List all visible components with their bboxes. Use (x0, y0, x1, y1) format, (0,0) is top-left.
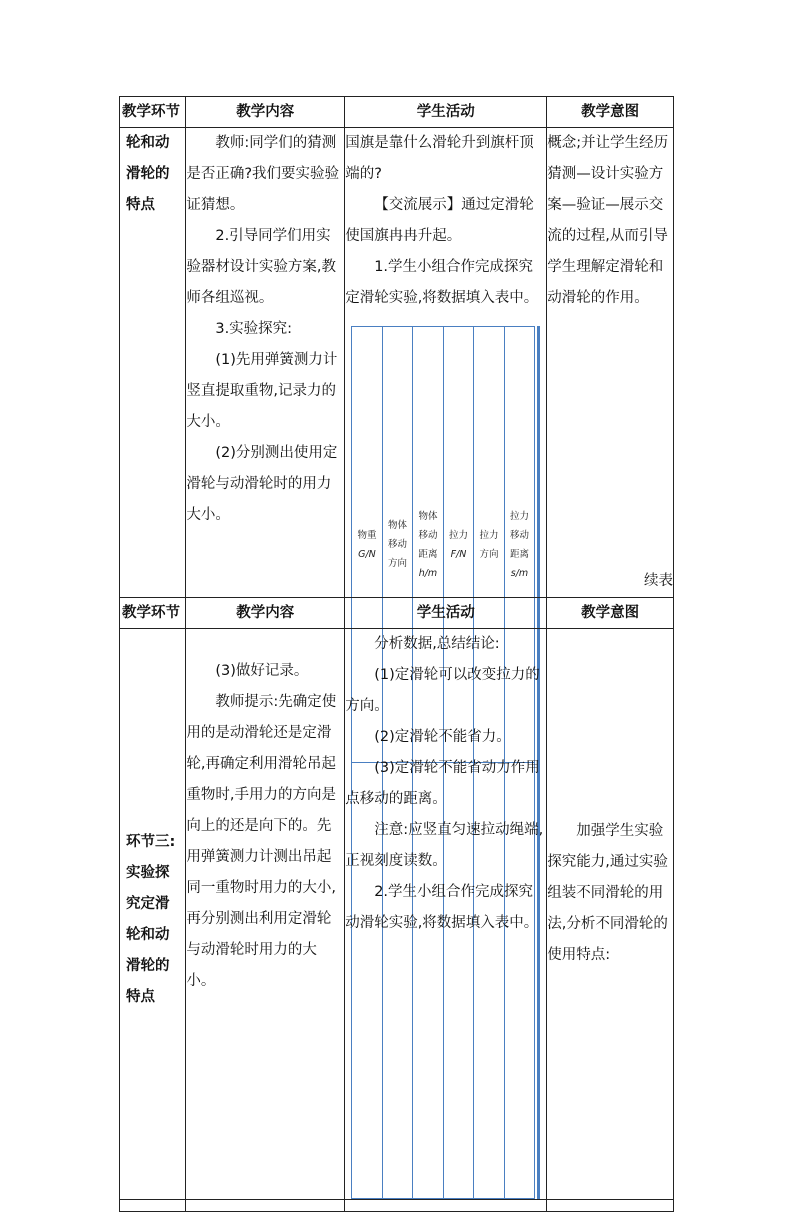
data-col-line: 物体 (418, 510, 438, 522)
section-line: 滑轮的 (126, 958, 170, 974)
continued-label: 续表 (644, 573, 673, 589)
header-intent: 教学意图 (547, 97, 674, 128)
data-col-line: 距离 (418, 548, 438, 560)
data-col-unit: G/N (358, 548, 376, 560)
activity-paragraph: 1.学生小组合作完成探究定滑轮实验,将数据填入表中。 (345, 259, 539, 306)
activity-paragraph: 国旗是靠什么滑轮升到旗杆顶端的? (345, 135, 534, 182)
header-activity: 学生活动 (345, 598, 547, 629)
section-cell (120, 629, 186, 1212)
data-col-unit: s/m (510, 567, 529, 579)
data-col-line: 移动 (418, 529, 438, 541)
data-col-line: 物重 (357, 529, 377, 541)
section-line: 实验探 (126, 865, 170, 881)
content-paragraph: 教师提示:先确定使用的是动滑轮还是定滑轮,再确定利用滑轮吊起重物时,手用力的方向是向上的还是向下的。先用弹簧测力计测出吊起同一重物时用力的大小,再分别测出利用定滑轮与动滑轮时用力的大小。 (186, 694, 337, 989)
data-col-line: 物体 (387, 520, 407, 531)
data-col-line: 拉力 (509, 510, 529, 522)
section-line: 滑轮的 (126, 166, 170, 182)
data-col-line: 方向 (387, 558, 407, 569)
data-col-unit: h/m (418, 567, 438, 579)
section-line: 究定滑 (126, 896, 170, 912)
header-content: 教学内容 (186, 97, 345, 128)
content-paragraph: (3)做好记录。 (215, 663, 309, 679)
data-col-unit: F/N (450, 548, 467, 560)
content-paragraph: 3.实验探究: (215, 321, 293, 337)
header-activity: 学生活动 (345, 97, 547, 128)
intent-paragraph: 概念;并让学生经历猜测—设计实验方案—验证—展示交流的过程,从而引导学生理解定滑轮和动滑轮的作用。 (547, 135, 669, 306)
section-line: 特点 (126, 989, 155, 1005)
header-intent: 教学意图 (547, 598, 674, 629)
activity-paragraph: 【交流展示】通过定滑轮使国旗冉冉升起。 (345, 197, 534, 244)
header-section: 教学环节 (120, 97, 186, 128)
data-col-line: 移动 (509, 529, 529, 541)
intent-cell (547, 629, 674, 1212)
header-row (120, 97, 674, 128)
content-paragraph: (2)分别测出使用定滑轮与动滑轮时的用力大小。 (186, 445, 338, 523)
data-col-line: 方向 (479, 548, 499, 560)
header-row (120, 598, 674, 629)
content-paragraph: 教师:同学们的猜测是否正确?我们要实验验证猜想。 (186, 135, 340, 213)
activity-paragraph: (1)定滑轮可以改变拉力的方向。 (345, 667, 540, 714)
header-content: 教学内容 (186, 598, 345, 629)
content-cell (186, 629, 345, 1212)
table-row (120, 629, 674, 1212)
intent-paragraph: 加强学生实验探究能力,通过实验组装不同滑轮的用法,分析不同滑轮的使用特点: (547, 823, 668, 963)
content-paragraph: 2.引导同学们用实验器材设计实验方案,教师各组巡视。 (186, 228, 336, 306)
activity-paragraph: (3)定滑轮不能省动力作用点移动的距离。 (345, 760, 540, 807)
data-col-line: 移动 (387, 539, 407, 550)
activity-paragraph: 注意:应竖直匀速拉动绳端,正视刻度读数。 (345, 822, 544, 869)
section-line: 特点 (126, 197, 155, 213)
section-line: 环节三: (126, 834, 176, 850)
activity-paragraph: 2.学生小组合作完成探究动滑轮实验,将数据填入表中。 (345, 884, 539, 931)
activity-paragraph: 分析数据,总结结论: (374, 636, 500, 652)
content-paragraph: (1)先用弹簧测力计竖直提取重物,记录力的大小。 (186, 352, 338, 430)
activity-cell (345, 629, 547, 1212)
section-line: 轮和动 (126, 135, 170, 151)
data-col-line: 距离 (509, 548, 529, 560)
activity-paragraph: (2)定滑轮不能省力。 (374, 729, 511, 745)
lesson-table-part2 (119, 597, 674, 1212)
data-col-line: 拉力 (448, 529, 468, 541)
data-col-line: 拉力 (479, 529, 499, 541)
section-line: 轮和动 (126, 927, 170, 943)
header-section: 教学环节 (120, 598, 186, 629)
